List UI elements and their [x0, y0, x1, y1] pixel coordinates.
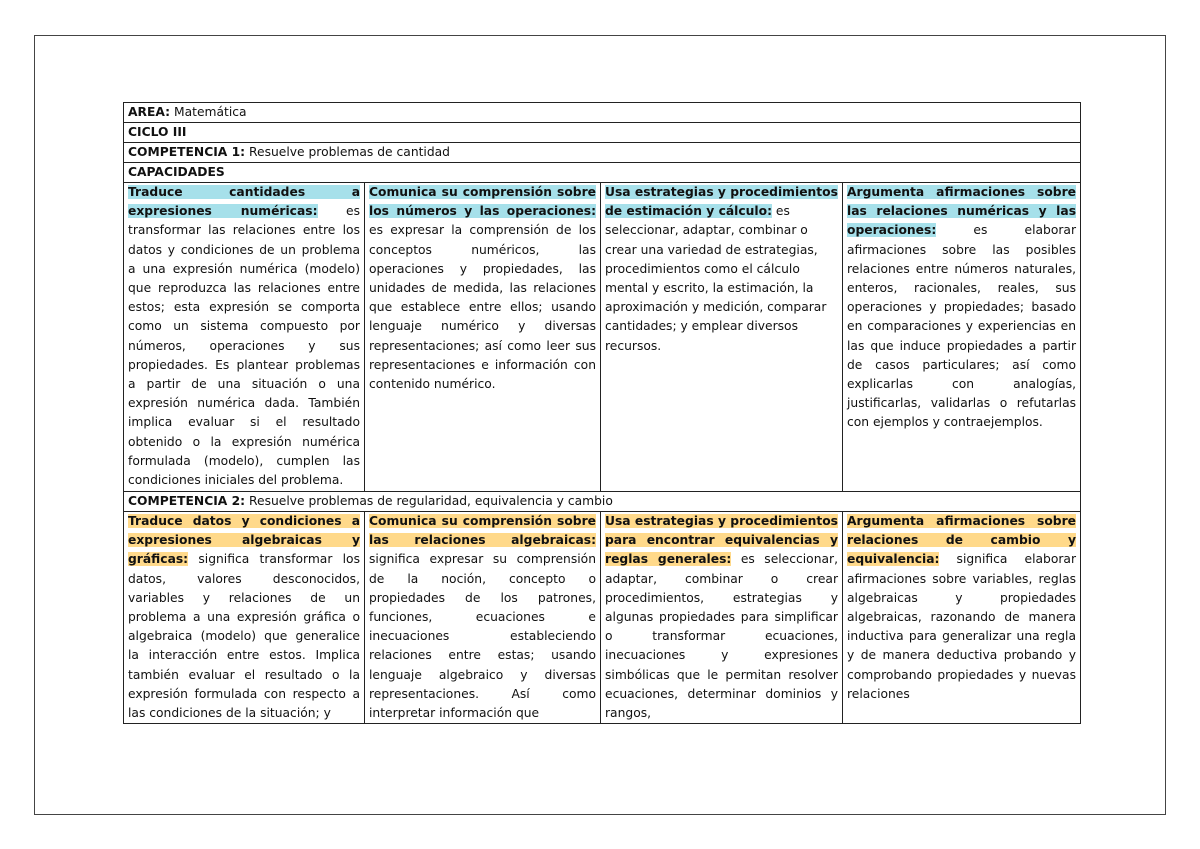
competencia1-label: COMPETENCIA 1:: [128, 145, 246, 159]
competencias-table: [123, 102, 1081, 724]
capacidad-description: significa expresar su comprensión de la noción, concepto o propiedades de los patrones, funciones, ecuaciones e inecuaciones estableciendo relaciones entre estas; usando lenguaje algebraico y diversas representaciones. Así como interpretar información que: [369, 552, 596, 721]
capacidad-cell: [365, 183, 601, 492]
ciclo-row: [124, 123, 1081, 143]
capacidad-title: Comunica su comprensión sobre las relaciones algebraicas:: [369, 514, 596, 548]
capacidad-text: [847, 183, 1076, 433]
area-row: [124, 103, 1081, 123]
competencia2-cell: [124, 492, 1081, 512]
competencia1-capacidades-row: [124, 183, 1081, 492]
competencia2-row: [124, 492, 1081, 512]
capacidad-cell: [601, 512, 843, 724]
capacidad-cell: [601, 183, 843, 492]
competencia1-cell: [124, 143, 1081, 163]
capacidad-cell: [843, 183, 1081, 492]
capacidad-description: es seleccionar, adaptar, combinar o crear procedimientos, estrategias y algunas propiedades para simplificar o transformar ecuaciones, inecuaciones y expresiones simbólicas que le permitan resolver ecuaciones, determinar dominios y rangos,: [605, 552, 838, 721]
competencia1-value: Resuelve problemas de cantidad: [249, 145, 450, 159]
ciclo-label: CICLO III: [128, 125, 187, 139]
capacidad-description: es transformar las relaciones entre los datos y condiciones de un problema a una expresión numérica (modelo) que reproduzca las relaciones entre estos; esta expresión se comporta como un sistema compuesto por números, operaciones y sus propiedades. Es plantear problemas a partir de una situación o una expresión numérica dada. También implica evaluar si el resultado obtenido o la expresión numérica formulada (modelo), cumplen las condiciones iniciales del problema.: [128, 204, 360, 488]
area-label: AREA:: [128, 105, 171, 119]
capacidad-title: Argumenta afirmaciones sobre las relaciones numéricas y las operaciones:: [847, 185, 1077, 238]
capacidad-description: significa elaborar afirmaciones sobre variables, reglas algebraicas y propiedades algebraicas, razonando de manera inductiva para generalizar una regla y de manera deductiva probando y comprobando propiedades y nuevas relaciones: [847, 552, 1077, 701]
capacidad-text: [847, 512, 1076, 704]
capacidades-header-cell: [124, 163, 1081, 183]
capacidad-text: [128, 183, 360, 490]
capacidad-description: significa transformar los datos, valores desconocidos, variables y relaciones de un problema a una expresión gráfica o algebraica (modelo) que generalice la interacción entre estos. Implica también evaluar el resultado o la expresión formulada con respecto a las condiciones de la situación; y: [128, 552, 360, 721]
capacidad-title: Usa estrategias y procedimientos para encontrar equivalencias y reglas generales:: [605, 514, 838, 567]
capacidad-title: Comunica su comprensión sobre los números y las operaciones:: [369, 185, 596, 219]
capacidad-cell: [843, 512, 1081, 724]
capacidad-cell: [365, 512, 601, 724]
area-value: Matemática: [173, 105, 247, 119]
capacidad-description: es expresar la comprensión de los conceptos numéricos, las operaciones y propiedades, las unidades de medida, las relaciones que establece entre ellos; usando lenguaje numérico y diversas representaciones; así como leer sus representaciones e información con contenido numérico.: [369, 223, 596, 392]
capacidades-header-label: CAPACIDADES: [128, 165, 225, 179]
capacidad-title: Argumenta afirmaciones sobre relaciones de cambio y equivalencia:: [847, 514, 1077, 567]
capacidad-title: Traduce cantidades a expresiones numéricas:: [128, 185, 360, 219]
capacidad-title: Usa estrategias y procedimientos de estimación y cálculo:: [605, 185, 838, 219]
capacidades-header-row: [124, 163, 1081, 183]
capacidad-cell: [124, 183, 365, 492]
competencia2-label: COMPETENCIA 2:: [128, 494, 246, 508]
capacidad-description: es elaborar afirmaciones sobre las posibles relaciones entre números naturales, enteros, racionales, reales, sus operaciones y propiedades; basado en comparaciones y experiencias en las que induce propiedades a partir de casos particulares; así como explicarlas con analogías, justificarlas, validarlas o refutarlas con ejemplos y contraejemplos.: [847, 223, 1077, 430]
capacidad-text: [128, 512, 360, 723]
competencia2-value: Resuelve problemas de regularidad, equivalencia y cambio: [249, 494, 613, 508]
area-cell: [124, 103, 1081, 123]
capacidad-text: [369, 512, 596, 723]
capacidad-text: [605, 183, 838, 356]
capacidad-title: Traduce datos y condiciones a expresiones algebraicas y gráficas:: [128, 514, 360, 567]
ciclo-cell: [124, 123, 1081, 143]
capacidad-cell: [124, 512, 365, 724]
capacidad-text: [369, 183, 596, 394]
competencia1-row: [124, 143, 1081, 163]
capacidad-description: es seleccionar, adaptar, combinar o crear una variedad de estrategias, procedimientos como el cálculo mental y escrito, la estimación, la aproximación y medición, comparar cantidades; y emplear diversos recursos.: [605, 204, 827, 353]
competencia2-capacidades-row: [124, 512, 1081, 724]
capacidad-text: [605, 512, 838, 723]
